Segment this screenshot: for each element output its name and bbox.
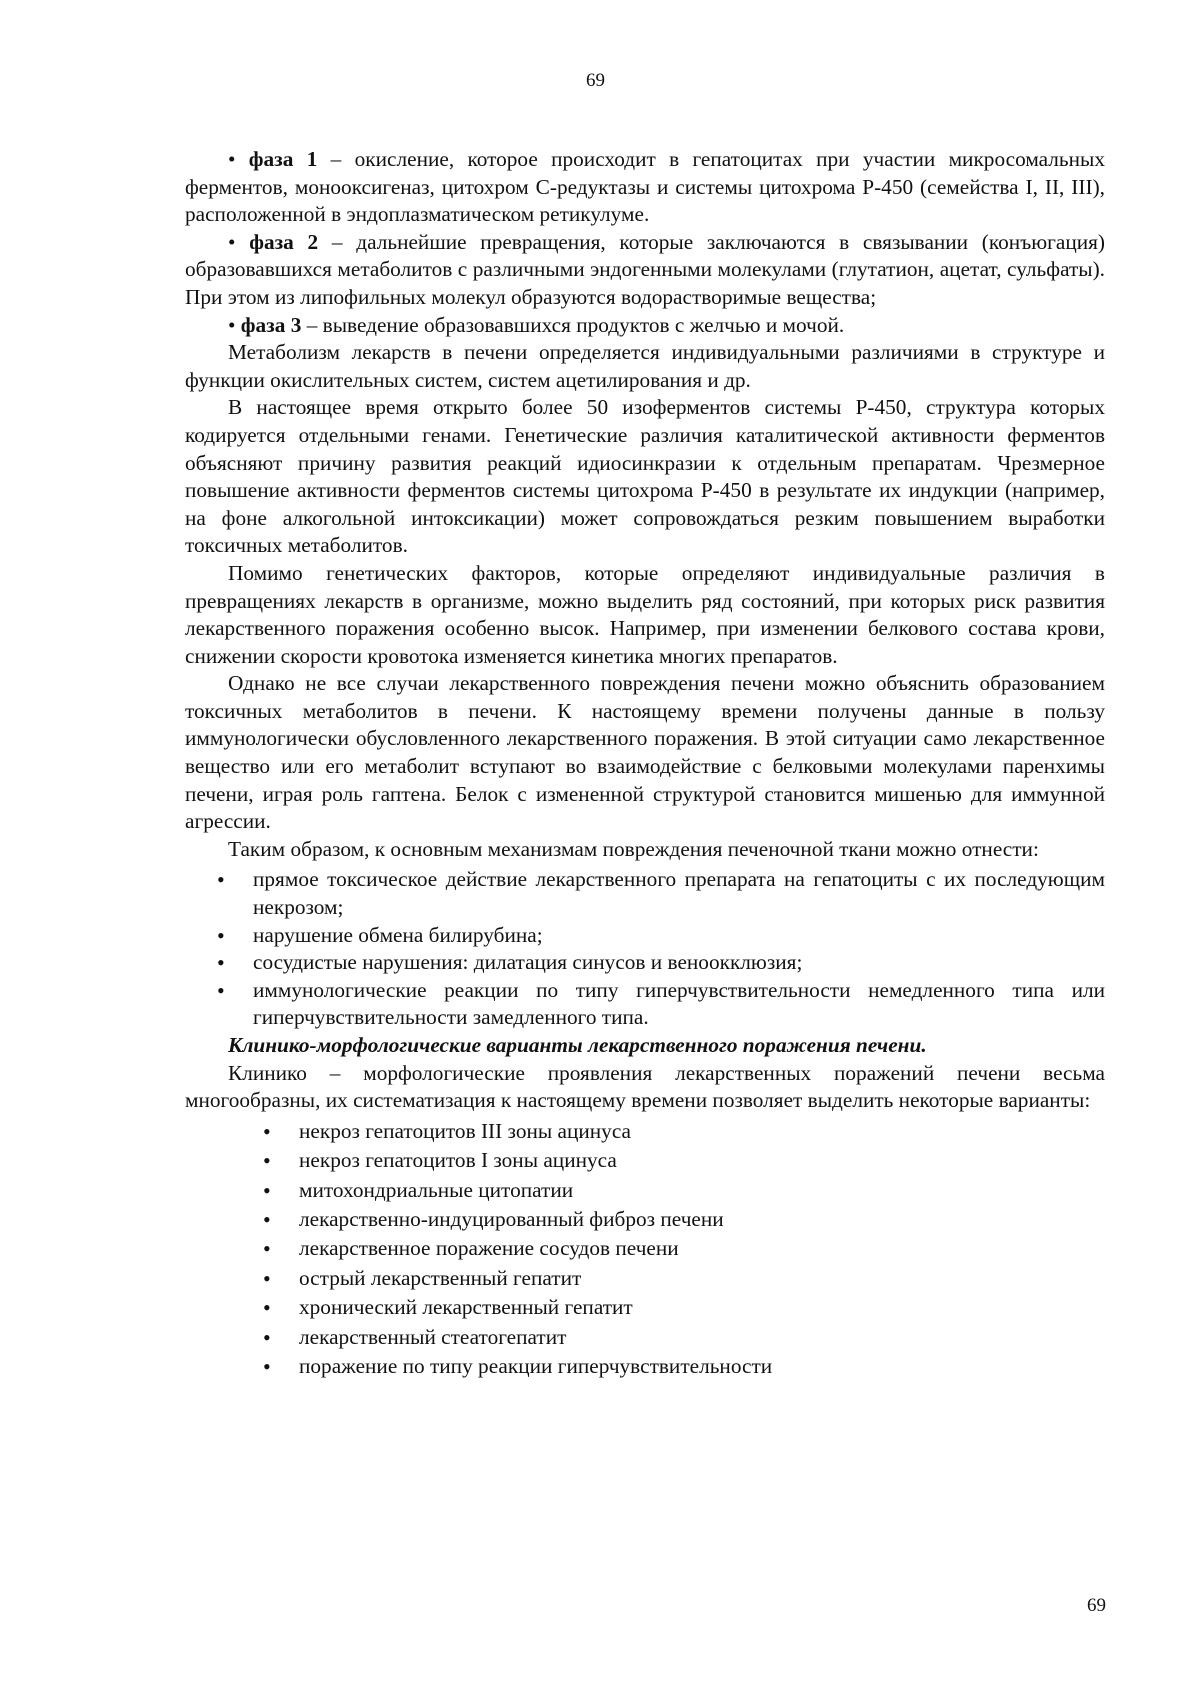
section-heading: Клинико-морфологические варианты лекарственного поражения печени. xyxy=(228,1033,927,1057)
bullet: • xyxy=(228,229,236,254)
paragraph: Однако не все случаи лекарственного повреждения печени можно объяснить образованием токсичных метаболитов в печени. К настоящему времени получены данные в пользу иммунологически обусловленного лекарственного поражения. В этой ситуации само лекарственное вещество или его метаболит вступают во взаимодействие с белковыми молекулами паренхимы печени, играя роль гаптена. Белок с измененной структурой становится мишенью для иммунной агрессии. xyxy=(185,671,1105,834)
page-content xyxy=(185,146,1105,1382)
list-item: • иммунологические реакции по типу гиперчувствительности немедленного типа или гиперчувствительности замедленного типа. xyxy=(185,977,1105,1032)
bullet: • xyxy=(228,147,236,171)
phase-2-item xyxy=(185,229,1105,312)
list-item: • лекарственно-индуцированный фиброз печени xyxy=(185,1206,1105,1234)
mechanisms-list xyxy=(185,866,1105,1032)
list-item: • некроз гепатоцитов III зоны ацинуса xyxy=(185,1118,1105,1146)
phase-label: фаза 1 xyxy=(248,147,318,171)
paragraph: Помимо генетических факторов, которые определяют индивидуальные различия в превращениях лекарств в организме, можно выделить ряд состояний, при которых риск развития лекарственного поражения особенно высок. Например, при изменении белкового состава крови, снижении скорости кровотока изменяется кинетика многих препаратов. xyxy=(185,560,1105,668)
list-item: • хронический лекарственный гепатит xyxy=(185,1294,1105,1322)
list-item: • прямое токсическое действие лекарственного препарата на гепатоциты с их последующим некрозом; xyxy=(185,866,1105,921)
phase-label: фаза 2 xyxy=(249,229,319,254)
list-item: • поражение по типу реакции гиперчувствительности xyxy=(185,1353,1105,1381)
list-item: • лекарственный стеатогепатит xyxy=(185,1324,1105,1352)
list-item: • некроз гепатоцитов I зоны ацинуса xyxy=(185,1147,1105,1175)
paragraph: Таким образом, к основным механизмам повреждения печеночной ткани можно отнести: xyxy=(228,836,1039,861)
list-item: • острый лекарственный гепатит xyxy=(185,1265,1105,1293)
page-number-top: 69 xyxy=(586,70,605,91)
list-item: • сосудистые нарушения: дилатация синусов и веноокклюзия; xyxy=(185,949,1105,977)
variants-intro: Клинико – морфологические проявления лекарственных поражений печени весьма многообразны, их систематизация к настоящему времени позволяет выделить некоторые варианты: xyxy=(185,1060,1105,1113)
phase-text: – окисление, которое происходит в гепатоцитах при участии микросомальных ферментов, монооксигеназ, цитохром С-редуктазы и системы цитохрома Р-450 (семейства I, II, III), расположенной в эндоплазматическом ретикулуме. xyxy=(185,147,1105,227)
list-item: • нарушение обмена билирубина; xyxy=(185,922,1105,950)
page-number-bottom: 69 xyxy=(1087,1595,1106,1616)
list-item: • митохондриальные цитопатии xyxy=(185,1177,1105,1205)
paragraph: В настоящее время открыто более 50 изоферментов системы Р-450, структура которых кодируется отдельными генами. Генетические различия каталитической активности ферментов объясняют причину развития реакций идиосинкразии к отдельным препаратам. Чрезмерное повышение активности ферментов системы цитохрома Р-450 в результате их индукции (например, на фоне алкогольной интоксикации) может сопровождаться резким повышением выработки токсичных метаболитов. xyxy=(185,395,1105,558)
phase-label: фаза 3 xyxy=(240,312,302,337)
variants-list xyxy=(185,1118,1105,1381)
phase-3-item xyxy=(185,312,1105,340)
phase-text: – дальнейшие превращения, которые заключаются в связывании (конъюгация) образовавшихся метаболитов с различными эндогенными молекулами (глутатион, ацетат, сульфаты). При этом из липофильных молекул образуются водорастворимые вещества; xyxy=(185,229,1105,309)
bullet: • xyxy=(228,312,236,337)
paragraph: Метаболизм лекарств в печени определяется индивидуальными различиями в структуре и функции окислительных систем, систем ацетилирования и др. xyxy=(185,340,1105,392)
phase-1-item xyxy=(185,146,1105,229)
phase-text: – выведение образовавшихся продуктов с желчью и мочой. xyxy=(301,312,845,337)
list-item: • лекарственное поражение сосудов печени xyxy=(185,1235,1105,1263)
